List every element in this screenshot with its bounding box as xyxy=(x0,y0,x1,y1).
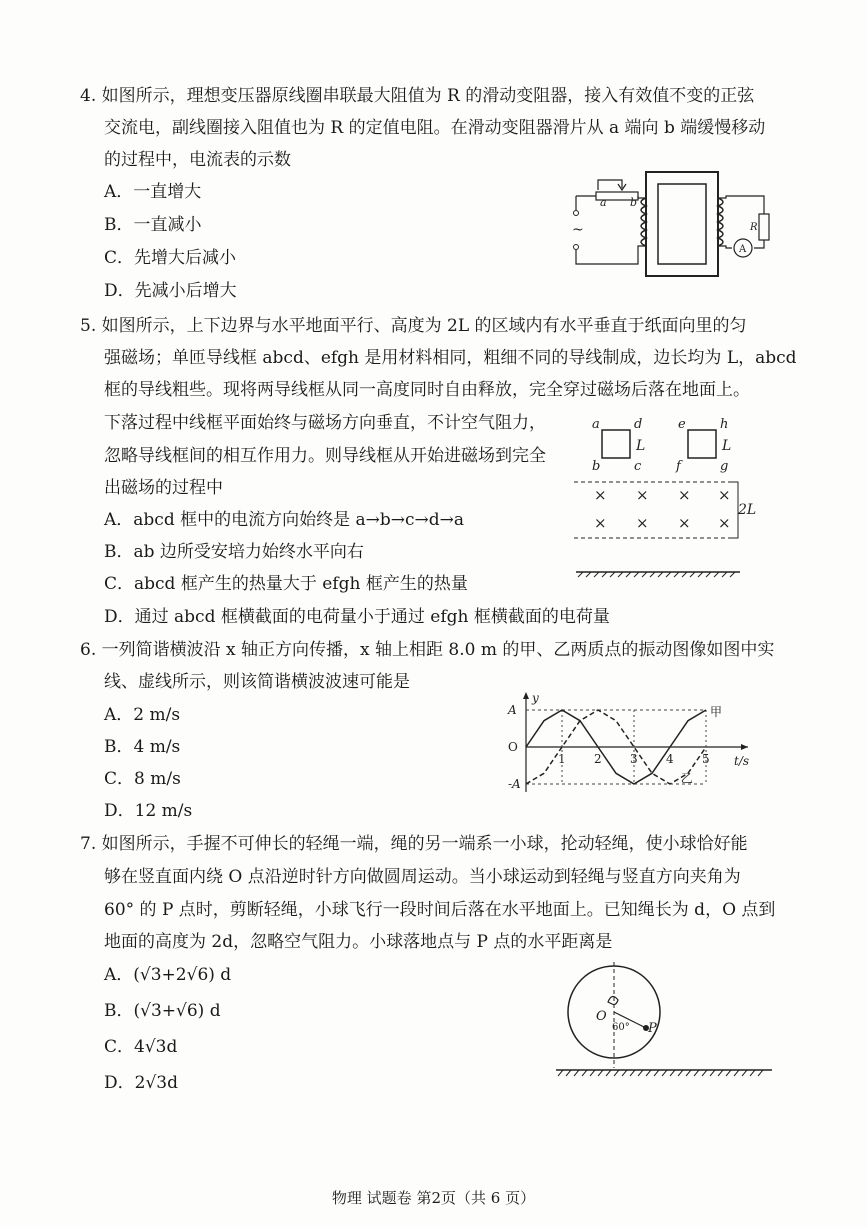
q6-vibration-graph xyxy=(500,688,770,798)
q4-option-d: D．先减小后增大 xyxy=(104,281,237,301)
q4-label-b: b xyxy=(630,196,638,209)
x-tick-label: 1 xyxy=(558,752,566,766)
y-axis-label: y xyxy=(532,691,539,705)
q4-stem-line-1: 4. 如图所示，理想变压器原线圈串联最大阻值为 R 的滑动变阻器，接入有效值不变的正弦 xyxy=(80,86,755,106)
svg-text:L: L xyxy=(722,438,732,454)
svg-text:b: b xyxy=(592,459,601,474)
q5-stem-line-1: 5. 如图所示，上下边界与水平地面平行、高度为 2L 的区域内有水平垂直于纸面向里的匀 xyxy=(80,316,747,336)
x-tick-label: 5 xyxy=(702,752,710,766)
frame-abcd xyxy=(602,430,630,458)
svg-text:f: f xyxy=(676,459,681,474)
q6-option-d: D．12 m/s xyxy=(104,801,193,821)
frame-efgh xyxy=(688,430,716,458)
ac-source-icon: ~ xyxy=(572,222,584,238)
y-tick-label: O xyxy=(508,740,518,754)
q5-stem-line-6: 出磁场的过程中 xyxy=(104,478,223,498)
svg-text:a: a xyxy=(592,417,600,432)
q7-circular-motion-figure xyxy=(552,940,777,1080)
x-tick-label: 3 xyxy=(630,752,638,766)
hand-icon xyxy=(608,996,618,1004)
q5-option-a: A．abcd 框中的电流方向始终是 a→b→c→d→a xyxy=(104,510,465,530)
q4-label-a: a xyxy=(600,196,607,209)
q7-label-o: O xyxy=(596,1009,607,1024)
q5-stem-line-5: 忽略导线框间的相互作用力。则导线框从开始进磁场到完全 xyxy=(104,446,546,466)
q7-stem-line-1: 7. 如图所示，手握不可伸长的轻绳一端，绳的另一端系一小球，抡动轻绳，使小球恰好能 xyxy=(80,834,748,854)
svg-text:×: × xyxy=(678,486,691,504)
svg-text:×: × xyxy=(678,514,691,532)
svg-text:L: L xyxy=(636,438,646,454)
svg-text:×: × xyxy=(594,486,607,504)
x-axis-label: t/s xyxy=(734,754,750,768)
q4-ammeter-label: A xyxy=(739,244,747,255)
q5-magnetic-field-figure xyxy=(572,416,772,580)
svg-text:×: × xyxy=(718,514,731,532)
svg-text:g: g xyxy=(720,459,729,474)
q4-stem-line-2: 交流电，副线圈接入阻值也为 R 的定值电阻。在滑动变阻器滑片从 a 端向 b 端缓慢移动 xyxy=(104,118,766,138)
q5-stem-line-3: 框的导线粗些。现将两导线框从同一高度同时自由释放，完全穿过磁场后落在地面上。 xyxy=(104,380,750,400)
q7-option-d: D．2√3d xyxy=(104,1073,178,1093)
q7-option-b: B．(√3+√6) d xyxy=(104,1001,221,1021)
q7-option-a: A．(√3+2√6) d xyxy=(104,965,232,985)
q4-label-r: R xyxy=(750,222,758,233)
q6-option-b: B．4 m/s xyxy=(104,737,181,757)
series-label: 乙 xyxy=(680,771,693,786)
q5-stem-line-4: 下落过程中线框平面始终与磁场方向垂直，不计空气阻力， xyxy=(104,413,546,433)
y-tick-label: -A xyxy=(508,777,521,791)
q7-stem-line-2: 够在竖直面内绕 O 点沿逆时针方向做圆周运动。当小球运动到轻绳与竖直方向夹角为 xyxy=(104,867,741,887)
q4-option-a: A．一直增大 xyxy=(104,182,202,202)
q4-transformer-circuit-figure xyxy=(560,168,780,300)
x-tick-label: 2 xyxy=(594,752,602,766)
svg-text:×: × xyxy=(594,514,607,532)
q5-option-d: D．通过 abcd 框横截面的电荷量小于通过 efgh 框横截面的电荷量 xyxy=(104,607,610,627)
q6-stem-line-1: 6. 一列简谐横波沿 x 轴正方向传播，x 轴上相距 8.0 m 的甲、乙两质点的振动图像如图中实 xyxy=(80,640,775,660)
q7-label-p: P xyxy=(648,1021,657,1036)
svg-text:×: × xyxy=(636,514,649,532)
q6-option-c: C．8 m/s xyxy=(104,769,181,789)
q5-option-b: B．ab 边所受安培力始终水平向右 xyxy=(104,542,364,562)
svg-text:c: c xyxy=(634,459,642,474)
svg-text:×: × xyxy=(718,486,731,504)
q6-option-a: A．2 m/s xyxy=(104,705,181,725)
q7-stem-line-3: 60° 的 P 点时，剪断轻绳，小球飞行一段时间后落在水平地面上。已知绳长为 d，O 点到 xyxy=(104,900,776,920)
q7-option-c: C．4√3d xyxy=(104,1037,178,1057)
svg-text:d: d xyxy=(634,417,643,432)
q4-stem-line-3: 的过程中，电流表的示数 xyxy=(104,150,291,170)
y-tick-label: A xyxy=(508,703,517,717)
q4-option-b: B．一直减小 xyxy=(104,215,202,235)
series-label: 甲 xyxy=(710,705,723,719)
q7-angle-label: 60° xyxy=(612,1022,630,1033)
q4-option-c: C．先增大后减小 xyxy=(104,248,237,268)
q6-stem-line-2: 线、虚线所示，则该简谐横波波速可能是 xyxy=(104,672,410,692)
q5-option-c: C．abcd 框产生的热量大于 efgh 框产生的热量 xyxy=(104,574,468,594)
svg-text:h: h xyxy=(720,417,729,432)
page-footer: 物理 试题卷 第2页（共 6 页） xyxy=(331,1189,536,1207)
q5-stem-line-2: 强磁场；单匝导线框 abcd、efgh 是用材料相同，粗细不同的导线制成，边长均为 L，abcd xyxy=(104,348,797,368)
q5-height-label: 2L xyxy=(738,502,757,518)
q7-stem-line-4: 地面的高度为 2d，忽略空气阻力。小球落地点与 P 点的水平距离是 xyxy=(104,932,613,952)
svg-text:e: e xyxy=(678,417,686,432)
magnetic-field-cross-icons xyxy=(594,486,731,532)
x-tick-label: 4 xyxy=(666,752,674,766)
svg-text:×: × xyxy=(636,486,649,504)
